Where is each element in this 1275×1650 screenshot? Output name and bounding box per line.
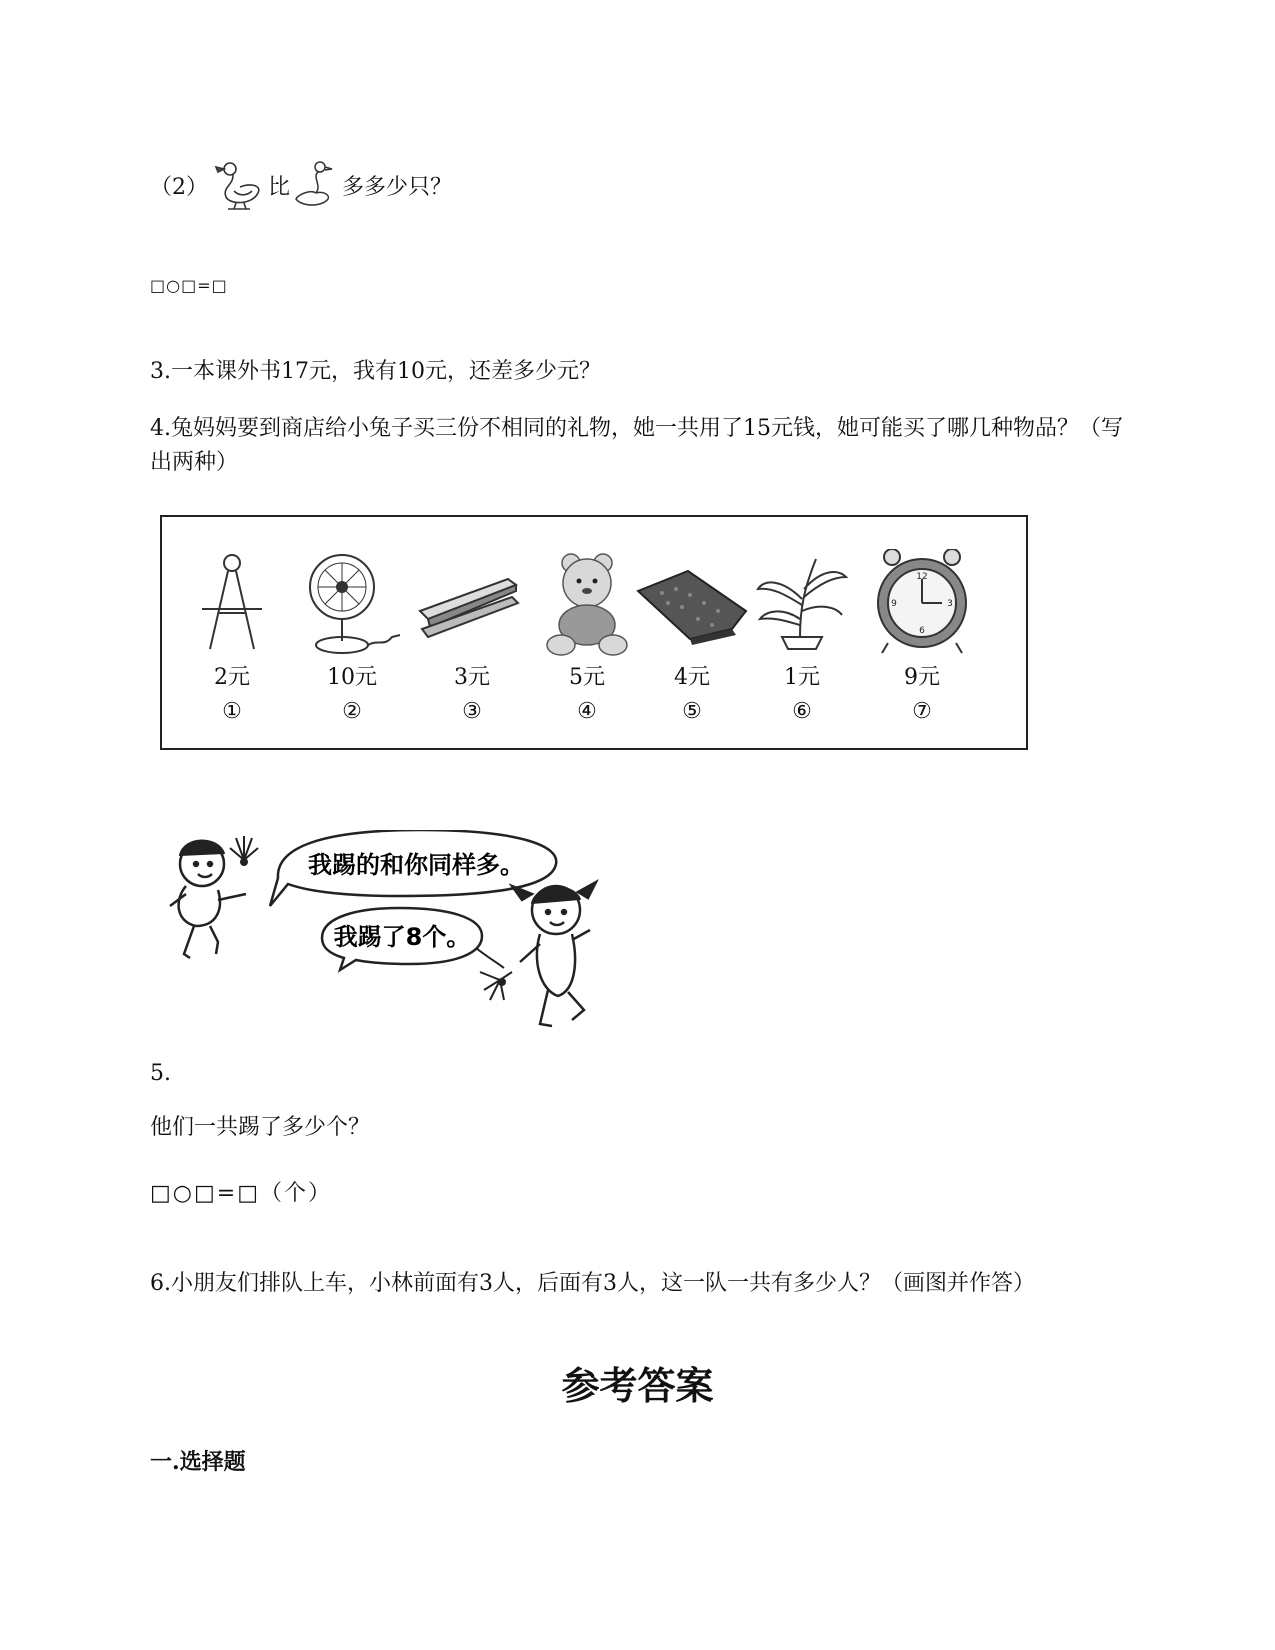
plant-icon — [742, 549, 862, 659]
shop-item-6 — [742, 517, 862, 752]
shop-item-7 — [862, 517, 982, 752]
q2-suffix: 多多少只？ — [342, 174, 453, 200]
fan-icon — [292, 549, 412, 659]
item-price: 4元 — [674, 665, 710, 690]
question-5-formula: □○□=□（个） — [150, 1181, 332, 1206]
q2-compare-word: 比 — [268, 174, 291, 200]
shuttlecock-kicking-illustration — [160, 830, 640, 1070]
section-heading-choice: 一.选择题 — [150, 1449, 246, 1475]
shop-items-panel — [160, 515, 1028, 750]
boy-figure — [170, 841, 246, 958]
item-price: 2元 — [214, 665, 250, 690]
answer-formula-blank: □○□=□ — [150, 276, 228, 295]
stapler-icon — [412, 549, 532, 659]
item-number: ⑤ — [682, 699, 702, 724]
item-price: 9元 — [904, 665, 940, 690]
girl-speech-text: 我踢了8个。 — [333, 923, 471, 951]
svg-text:6: 6 — [919, 626, 925, 636]
item-number: ① — [222, 699, 242, 724]
boy-speech-text: 我踢的和你同样多。 — [308, 851, 524, 879]
item-number: ② — [342, 699, 362, 724]
shop-item-2 — [292, 517, 412, 752]
question-2-line — [150, 155, 452, 215]
alarm-clock-icon — [862, 549, 982, 659]
item-number: ④ — [577, 699, 597, 724]
girl-figure — [512, 882, 596, 1026]
question-5-number: 5. — [150, 1061, 171, 1086]
svg-text:3: 3 — [947, 599, 953, 609]
item-number: ③ — [462, 699, 482, 724]
question-4: 4.兔妈妈要到商店给小兔子买三份不相同的礼物，她一共用了15元钱，她可能买了哪几种物品？（写出两种） — [150, 416, 1123, 475]
item-price: 10元 — [327, 665, 377, 690]
svg-text:12: 12 — [916, 572, 928, 582]
q2-prefix: （2） — [150, 174, 208, 200]
item-number: ⑥ — [792, 699, 812, 724]
item-price: 1元 — [784, 665, 820, 690]
goose-icon — [292, 157, 336, 213]
item-price: 5元 — [569, 665, 605, 690]
question-3: 3.一本课外书17元，我有10元，还差多少元？ — [150, 359, 601, 384]
answer-title: 参考答案 — [561, 1363, 714, 1408]
shop-item-5 — [632, 517, 752, 752]
question-5-text: 他们一共踢了多少个？ — [150, 1115, 371, 1140]
question-6: 6.小朋友们排队上车，小林前面有3人，后面有3人，这一队一共有多少人？（画图并作答） — [150, 1271, 1035, 1296]
shuttlecock-icon — [230, 836, 258, 865]
svg-text:9: 9 — [891, 599, 897, 609]
boy-speech-bubble — [270, 830, 556, 906]
shop-item-3 — [412, 517, 532, 752]
girl-speech-bubble — [322, 908, 504, 970]
compass-icon — [172, 549, 292, 659]
teddy-bear-icon — [527, 549, 647, 659]
shop-item-4 — [527, 517, 647, 752]
pencil-case-icon — [632, 549, 752, 659]
item-price: 3元 — [454, 665, 490, 690]
duck-icon — [210, 157, 266, 213]
shop-item-1 — [172, 517, 292, 752]
item-number: ⑦ — [912, 699, 932, 724]
